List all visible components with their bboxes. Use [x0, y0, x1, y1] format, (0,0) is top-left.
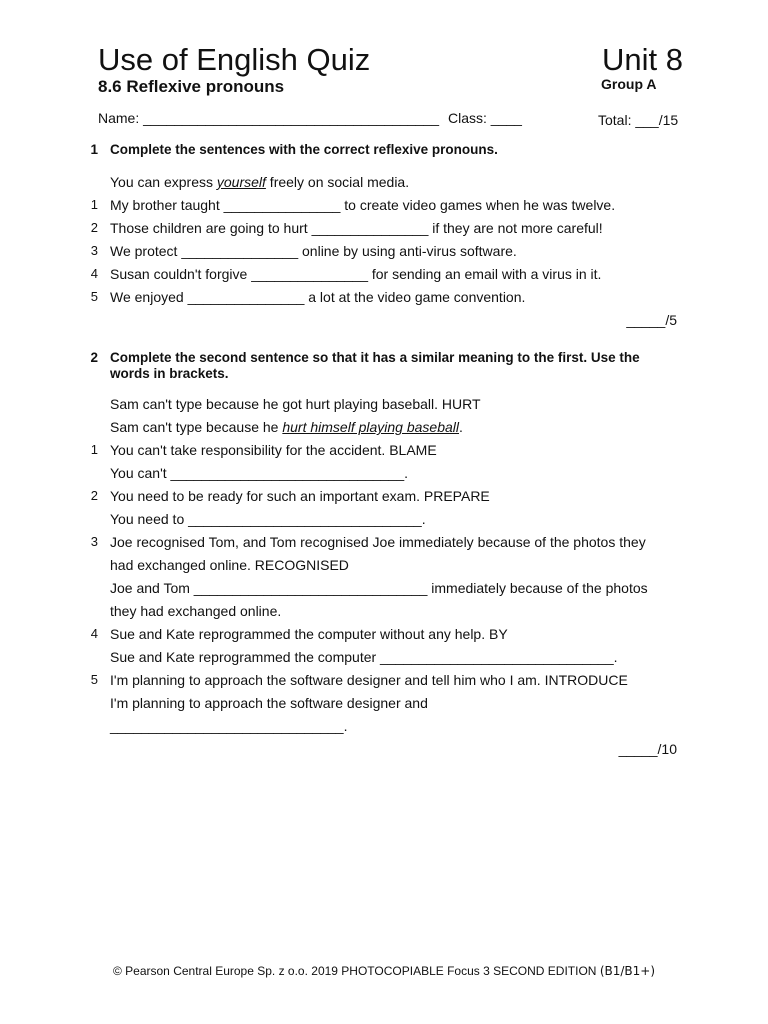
s1-item-text: Susan couldn't forgive _______________ for sending an email with a virus in it. — [110, 266, 602, 282]
s2-item-number: 4 — [90, 626, 98, 641]
s2-item-line: I'm planning to approach the software designer and tell him who I am. INTRODUCE — [110, 672, 628, 688]
section-1-number: 1 — [90, 142, 98, 157]
section-1-instruction: Complete the sentences with the correct reflexive pronouns. — [110, 142, 498, 157]
s2-item-line: Joe and Tom ______________________________ immediately because of the photos — [110, 580, 648, 596]
s2-item-number: 3 — [90, 534, 98, 549]
s1-item-text: We enjoyed _______________ a lot at the video game convention. — [110, 289, 526, 305]
s2-item-line: You need to ______________________________. — [110, 511, 426, 527]
example-answer: yourself — [216, 174, 266, 190]
page-subtitle: 8.6 Reflexive pronouns — [98, 77, 285, 96]
s2-item-line: You can't take responsibility for the accident. BLAME — [110, 442, 437, 458]
section-2-score: _____/10 — [618, 741, 677, 757]
s2-item-line: Sue and Kate reprogrammed the computer without any help. BY — [110, 626, 508, 642]
s1-item-number: 3 — [90, 243, 98, 258]
page-title: Use of English Quiz — [98, 42, 371, 77]
section-2-example-line-2 — [110, 418, 463, 436]
s2-item-line: had exchanged online. RECOGNISED — [110, 557, 349, 573]
example-after: . — [459, 419, 463, 435]
s1-item-text: We protect _______________ online by using anti-virus software. — [110, 243, 517, 259]
s1-item-number: 2 — [90, 220, 98, 235]
s2-item-line: I'm planning to approach the software designer and — [110, 695, 428, 711]
section-1-score: _____/5 — [626, 312, 677, 328]
s2-item-line: they had exchanged online. — [110, 603, 282, 619]
unit-label: Unit 8 — [602, 42, 683, 77]
s1-item-text: Those children are going to hurt _______________ if they are not more careful! — [110, 220, 603, 236]
class-field: Class: ____ — [448, 110, 522, 126]
s2-item-line: You need to be ready for such an important exam. PREPARE — [110, 488, 490, 504]
footer-copyright: © Pearson Central Europe Sp. z o.o. 2019 PHOTOCOPIABLE Focus 3 SECOND EDITION — [112, 964, 600, 978]
s2-item-number: 2 — [90, 488, 98, 503]
section-2-instruction-line-2: words in brackets. — [110, 366, 229, 381]
section-1-example — [110, 173, 409, 191]
footer-edition: (B1/B1+) — [599, 964, 656, 978]
section-2-instruction-line-1: Complete the second sentence so that it has a similar meaning to the first. Use the — [110, 350, 640, 365]
section-2-number: 2 — [90, 350, 98, 365]
s2-item-line: You can't ______________________________. — [110, 465, 409, 481]
s1-item-number: 1 — [90, 197, 98, 212]
s2-item-line: ______________________________. — [110, 718, 348, 734]
example-before: Sam can't type because he — [110, 419, 283, 435]
example-before: You can express — [110, 174, 217, 190]
s2-item-number: 5 — [90, 672, 98, 687]
section-2-example-line-1: Sam can't type because he got hurt playing baseball. HURT — [110, 396, 481, 412]
footer — [0, 964, 768, 978]
s1-item-number: 5 — [90, 289, 98, 304]
s1-item-number: 4 — [90, 266, 98, 281]
s2-item-line: Joe recognised Tom, and Tom recognised Joe immediately because of the photos they — [110, 534, 646, 550]
s2-item-line: Sue and Kate reprogrammed the computer ______________________________. — [110, 649, 618, 665]
total-field: Total: ___/15 — [598, 112, 679, 128]
name-field: Name: ______________________________________ — [98, 110, 439, 126]
example-answer: hurt himself playing baseball — [282, 419, 459, 435]
s2-item-number: 1 — [90, 442, 98, 457]
group-label: Group A — [601, 76, 657, 92]
example-after: freely on social media. — [265, 174, 410, 190]
s1-item-text: My brother taught _______________ to create video games when he was twelve. — [110, 197, 616, 213]
